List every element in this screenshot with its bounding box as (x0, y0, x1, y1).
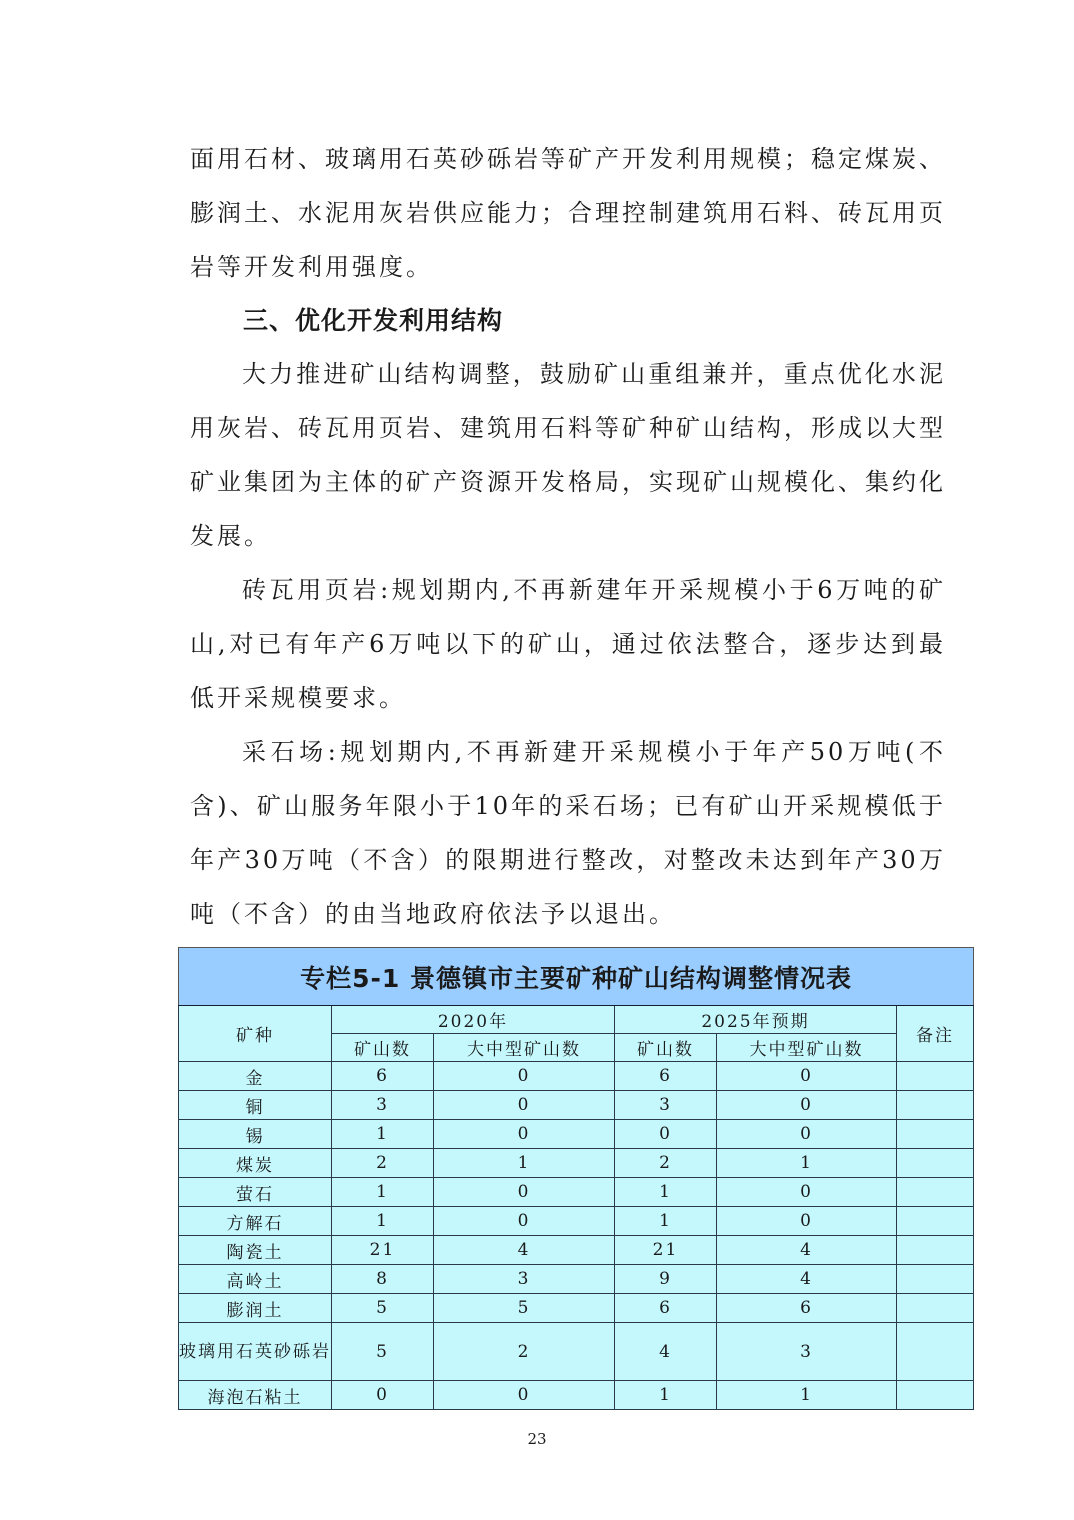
table-row (179, 1149, 974, 1178)
cell-2025-large: 4 (717, 1236, 897, 1265)
cell-2025-large: 1 (717, 1149, 897, 1178)
cell-2025-large: 3 (717, 1323, 897, 1381)
cell-remark (897, 1294, 974, 1323)
header-2025-large: 大中型矿山数 (717, 1034, 897, 1062)
cell-mineral: 高岭土 (179, 1265, 332, 1294)
cell-2020-large: 0 (434, 1207, 615, 1236)
table-row (179, 1323, 974, 1381)
header-mineral: 矿种 (179, 1006, 332, 1062)
cell-2025-count: 1 (615, 1381, 717, 1410)
cell-remark (897, 1265, 974, 1294)
table-row (179, 1062, 974, 1091)
cell-remark (897, 1149, 974, 1178)
cell-mineral: 方解石 (179, 1207, 332, 1236)
cell-2020-count: 5 (332, 1323, 434, 1381)
cell-2020-count: 6 (332, 1062, 434, 1091)
header-2020-count: 矿山数 (332, 1034, 434, 1062)
cell-mineral: 金 (179, 1062, 332, 1091)
paragraph-brick-shale: 砖瓦用页岩:规划期内,不再新建年开采规模小于6万吨的矿山,对已有年产6万吨以下的矿山，通过依法整合，逐步达到最低开采规模要求。 (190, 576, 946, 712)
cell-mineral: 海泡石粘土 (179, 1381, 332, 1410)
cell-2025-large: 0 (717, 1062, 897, 1091)
cell-2020-large: 0 (434, 1178, 615, 1207)
cell-2020-count: 1 (332, 1207, 434, 1236)
cell-remark (897, 1091, 974, 1120)
table-row (179, 1294, 974, 1323)
cell-2020-count: 3 (332, 1091, 434, 1120)
cell-remark (897, 1323, 974, 1381)
page-body (179, 0, 955, 1488)
cell-2020-large: 0 (434, 1381, 615, 1410)
cell-2025-large: 4 (717, 1265, 897, 1294)
cell-mineral: 萤石 (179, 1178, 332, 1207)
paragraph-structure-adjustment: 大力推进矿山结构调整，鼓励矿山重组兼并，重点优化水泥用灰岩、砖瓦用页岩、建筑用石料等矿种矿山结构，形成以大型矿业集团为主体的矿产资源开发格局，实现矿山规模化、集约化发展。 (190, 360, 946, 550)
cell-remark (897, 1120, 974, 1149)
table-row (179, 1381, 974, 1410)
table-body (179, 1062, 974, 1410)
header-2025: 2025年预期 (615, 1006, 897, 1034)
section-heading: 三、优化开发利用结构 (243, 306, 504, 335)
cell-mineral: 陶瓷土 (179, 1236, 332, 1265)
cell-remark (897, 1178, 974, 1207)
header-2025-count: 矿山数 (615, 1034, 717, 1062)
table-row (179, 1178, 974, 1207)
paragraph-continued: 面用石材、玻璃用石英砂砾岩等矿产开发利用规模；稳定煤炭、膨润土、水泥用灰岩供应能力；合理控制建筑用石料、砖瓦用页岩等开发利用强度。 (190, 145, 946, 281)
cell-2025-count: 2 (615, 1149, 717, 1178)
table-container (178, 947, 973, 1410)
cell-2025-large: 0 (717, 1091, 897, 1120)
cell-mineral: 膨润土 (179, 1294, 332, 1323)
cell-2020-large: 5 (434, 1294, 615, 1323)
cell-2025-large: 6 (717, 1294, 897, 1323)
cell-2020-count: 1 (332, 1178, 434, 1207)
cell-2020-large: 3 (434, 1265, 615, 1294)
cell-mineral: 铜 (179, 1091, 332, 1120)
table-row (179, 1091, 974, 1120)
cell-2020-count: 1 (332, 1120, 434, 1149)
cell-2020-count: 5 (332, 1294, 434, 1323)
header-2020: 2020年 (332, 1006, 615, 1034)
cell-2025-count: 9 (615, 1265, 717, 1294)
table-row (179, 1120, 974, 1149)
cell-2025-count: 6 (615, 1294, 717, 1323)
table-row (179, 1265, 974, 1294)
page-number: 23 (527, 1430, 547, 1448)
cell-2025-count: 1 (615, 1178, 717, 1207)
table-title: 专栏5-1 景德镇市主要矿种矿山结构调整情况表 (179, 948, 974, 1006)
cell-remark (897, 1381, 974, 1410)
header-remark: 备注 (897, 1006, 974, 1062)
cell-mineral: 煤炭 (179, 1149, 332, 1178)
cell-2020-large: 0 (434, 1091, 615, 1120)
header-2020-large: 大中型矿山数 (434, 1034, 615, 1062)
cell-2025-large: 0 (717, 1120, 897, 1149)
cell-2025-large: 0 (717, 1207, 897, 1236)
cell-2025-count: 6 (615, 1062, 717, 1091)
mine-structure-table (178, 947, 974, 1410)
cell-2020-large: 2 (434, 1323, 615, 1381)
cell-mineral: 玻璃用石英砂砾岩 (179, 1323, 332, 1381)
cell-2025-large: 1 (717, 1381, 897, 1410)
cell-2020-count: 21 (332, 1236, 434, 1265)
cell-remark (897, 1062, 974, 1091)
cell-2025-count: 21 (615, 1236, 717, 1265)
cell-2025-large: 0 (717, 1178, 897, 1207)
cell-2025-count: 0 (615, 1120, 717, 1149)
cell-2025-count: 1 (615, 1207, 717, 1236)
cell-2025-count: 3 (615, 1091, 717, 1120)
cell-2020-count: 0 (332, 1381, 434, 1410)
cell-2020-large: 1 (434, 1149, 615, 1178)
cell-2020-large: 4 (434, 1236, 615, 1265)
paragraph-quarry: 采石场:规划期内,不再新建开采规模小于年产50万吨(不含)、矿山服务年限小于10年的采石场；已有矿山开采规模低于年产30万吨（不含）的限期进行整改，对整改未达到年产30万吨（不含）的由当地政府依法予以退出。 (190, 738, 946, 928)
cell-2020-large: 0 (434, 1062, 615, 1091)
cell-2025-count: 4 (615, 1323, 717, 1381)
table-row (179, 1207, 974, 1236)
cell-remark (897, 1236, 974, 1265)
cell-2020-count: 8 (332, 1265, 434, 1294)
cell-mineral: 锡 (179, 1120, 332, 1149)
cell-remark (897, 1207, 974, 1236)
cell-2020-large: 0 (434, 1120, 615, 1149)
table-row (179, 1236, 974, 1265)
cell-2020-count: 2 (332, 1149, 434, 1178)
